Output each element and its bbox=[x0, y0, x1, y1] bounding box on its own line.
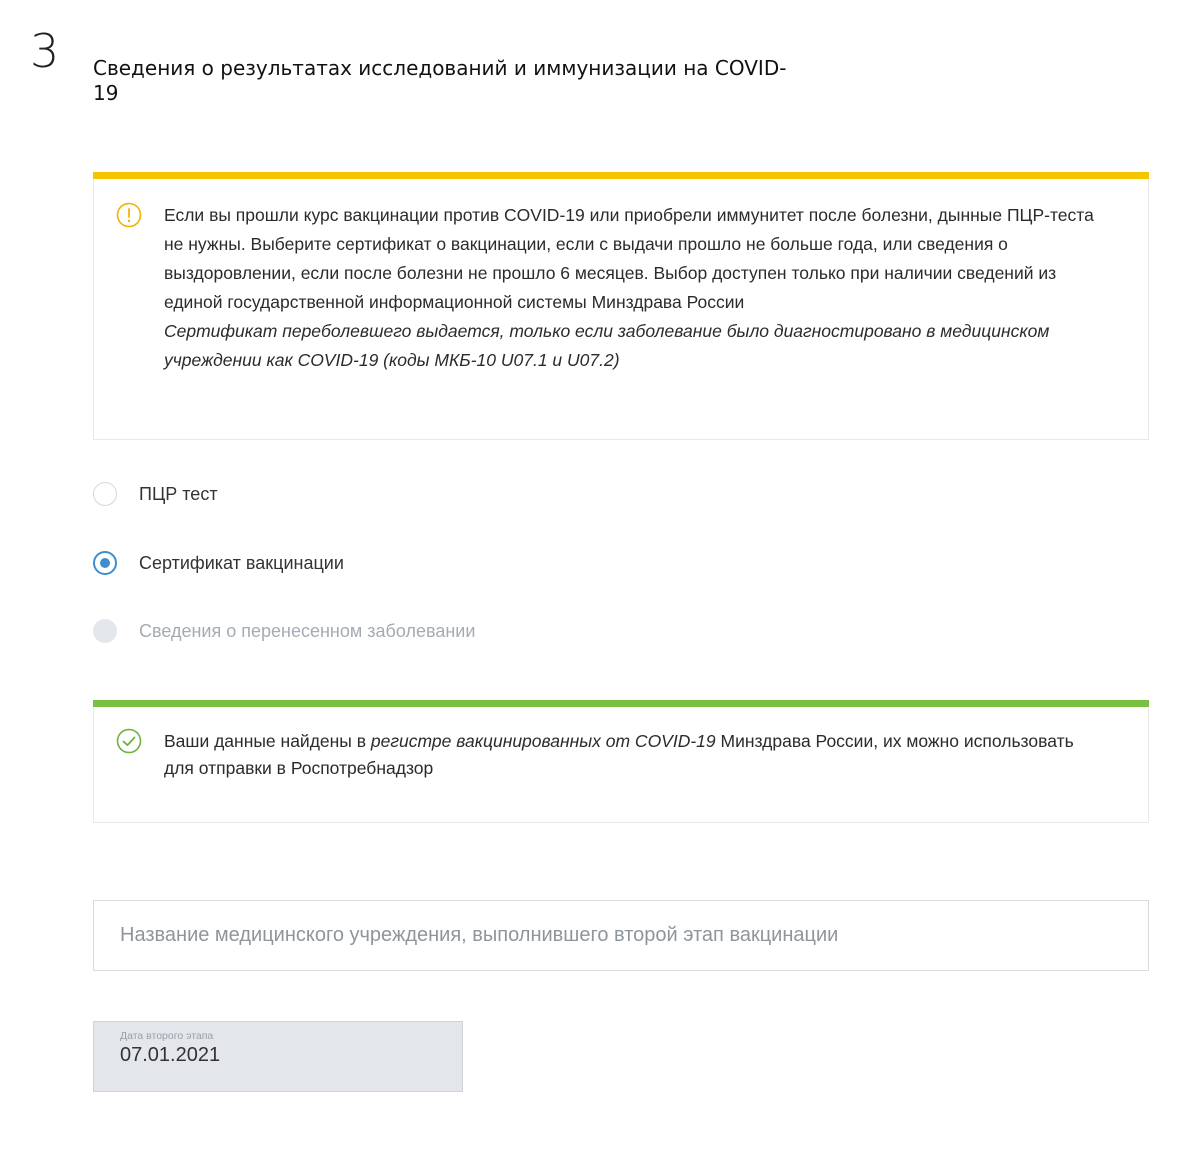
vaccination-radio-label[interactable]: Сертификат вакцинации bbox=[139, 552, 344, 573]
second-stage-date-value: 07.01.2021 bbox=[120, 1044, 221, 1066]
second-stage-date-label: Дата второго этапа bbox=[120, 1030, 214, 1042]
vaccination-radio-button[interactable] bbox=[93, 551, 117, 575]
recovery-radio-label: Сведения о перенесенном заболевании bbox=[139, 620, 476, 641]
pcr-radio-button[interactable] bbox=[93, 482, 117, 506]
pcr-radio-label[interactable]: ПЦР тест bbox=[139, 483, 218, 504]
radio-option-recovery bbox=[93, 617, 475, 645]
radio-option-vaccination[interactable] bbox=[93, 549, 344, 577]
warning-notice-main-text: Если вы прошли курс вакцинации против COVID-19 или приобрели иммунитет после болезни, дынные ПЦР-теста не нужны. Выберите сертификат о вакцинации, если с выдачи прошло не больше года, или сведения о выздоровлении, если после болезни не прошло 6 месяцев. Выбор доступен только при наличии сведений из единой государственной информационной системы Минздрава России bbox=[164, 205, 1094, 312]
check-circle-icon bbox=[116, 728, 142, 754]
radio-option-pcr[interactable] bbox=[93, 480, 218, 508]
success-text-before: Ваши данные найдены в bbox=[164, 731, 371, 751]
recovery-radio-button bbox=[93, 619, 117, 643]
medical-institution-input[interactable] bbox=[93, 900, 1149, 971]
success-text-after: Минздрава России, их можно использовать для отправки в Роспотребнадзор bbox=[164, 731, 1074, 778]
success-notice-text bbox=[164, 728, 1108, 782]
step-number: 3 bbox=[30, 24, 60, 78]
success-notice-bar bbox=[93, 700, 1149, 707]
warning-notice-bar bbox=[93, 172, 1149, 179]
second-stage-date-field bbox=[93, 1021, 463, 1092]
warning-notice-text bbox=[164, 201, 1108, 375]
exclamation-circle-icon bbox=[116, 202, 142, 228]
success-text-registry: регистре вакцинированных от COVID-19 bbox=[370, 731, 716, 751]
warning-notice bbox=[93, 172, 1149, 440]
warning-notice-italic-text: Сертификат переболевшего выдается, только если заболевание было диагностировано в медицинском учреждении как COVID-19 (коды МКБ-10 U07.1 и U07.2) bbox=[164, 321, 1050, 370]
success-notice bbox=[93, 700, 1149, 823]
step-title: Сведения о результатах исследований и иммунизации на COVID-19 bbox=[93, 56, 787, 105]
